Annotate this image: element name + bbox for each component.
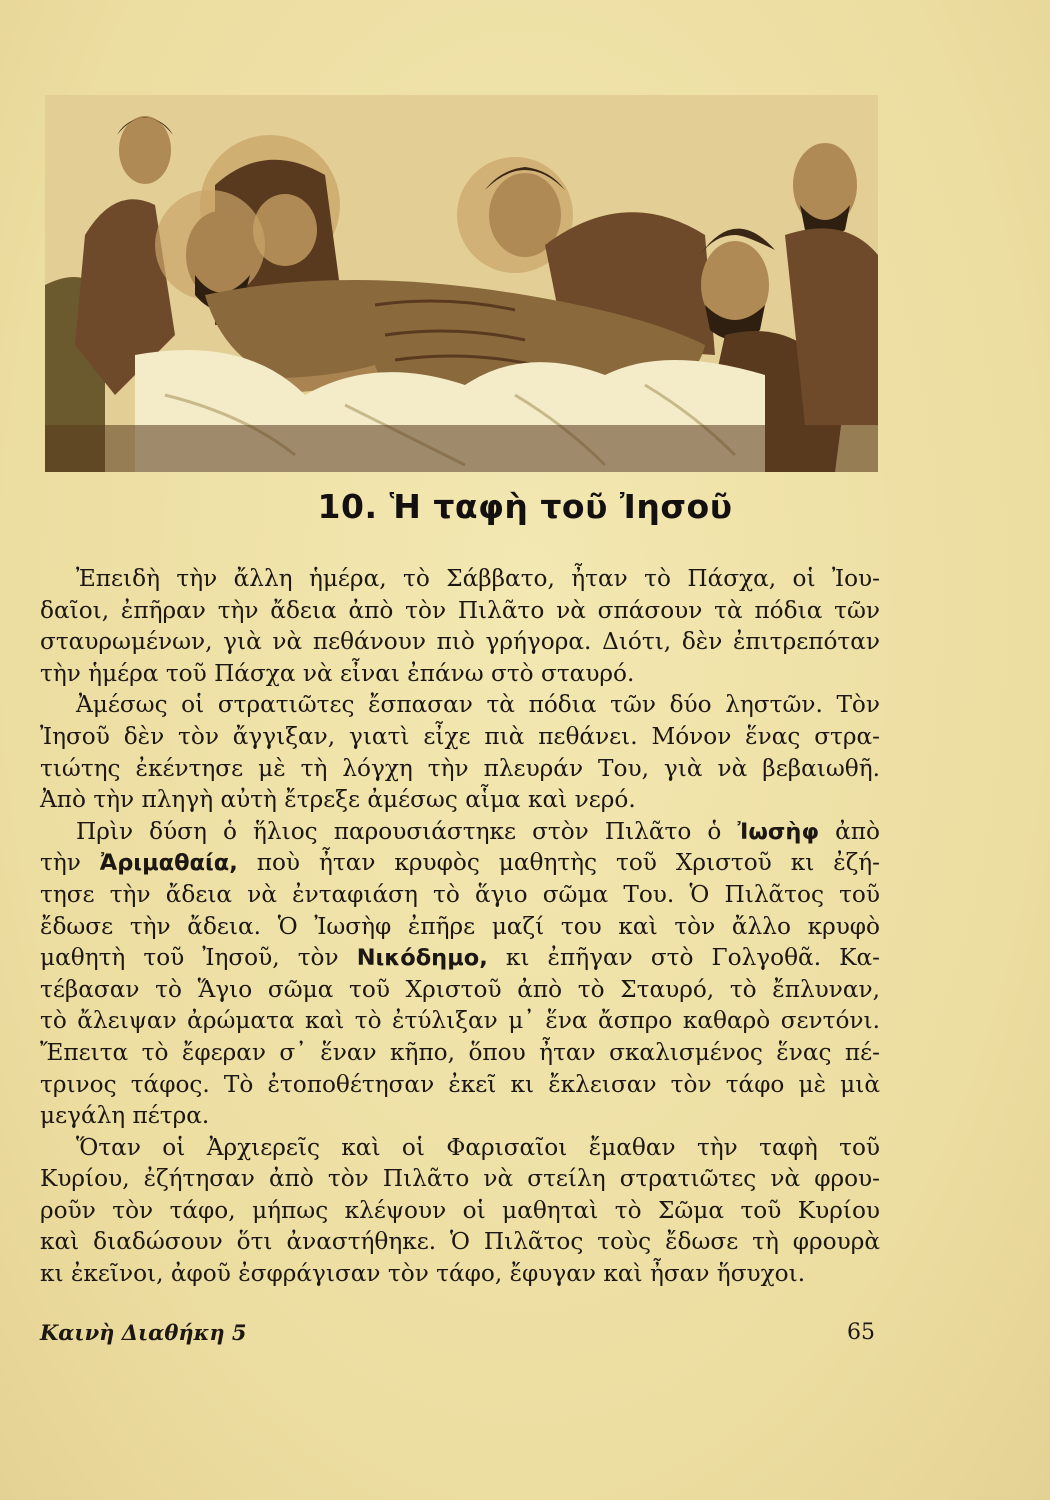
text-line: τρινος τάφος. Τὸ ἐτοποθέτησαν ἐκεῖ κι ἔκλεισαν τὸν τάφο μὲ μιὰ [40, 1070, 880, 1098]
text-line: Ὅταν οἱ Ἀρχιερεῖς καὶ οἱ Φαρισαῖοι ἔμαθαν τὴν ταφὴ τοῦ [76, 1133, 880, 1161]
text-line: δαῖοι, ἐπῆραν τὴν ἄδεια ἀπὸ τὸν Πιλᾶτο νὰ σπάσουν τὰ πόδια τῶν [40, 596, 880, 624]
chapter-title: 10. Ἡ ταφὴ τοῦ Ἰησοῦ [317, 487, 733, 526]
page-number: 65 [847, 1320, 875, 1345]
text-line: Ἀπὸ τὴν πληγὴ αὐτὴ ἔτρεξε ἀμέσως αἷμα καὶ νερό. [40, 786, 636, 814]
text-line [40, 942, 880, 974]
text-line: ἔδωσε τὴν ἄδεια. Ὁ Ἰωσὴφ ἐπῆρε μαζί του καὶ τὸν ἄλλο κρυφὸ [40, 912, 880, 940]
text-line: Ἔπειτα τὸ ἔφεραν σ᾽ ἕναν κῆπο, ὅπου ἦταν σκαλισμένος ἕνας πέ- [40, 1038, 880, 1066]
name-arimathea: Ἀριμαθαία, [99, 850, 238, 877]
text-line: Ἰησοῦ δὲν τὸν ἄγγιξαν, γιατὶ εἶχε πιὰ πεθάνει. Μόνον ἕνας στρα- [40, 722, 880, 750]
text-line [40, 847, 880, 879]
chapter-body [40, 563, 880, 1290]
text-line: τιώτης ἐκέντησε μὲ τὴ λόγχη τὴν πλευράν Του, γιὰ νὰ βεβαιωθῆ. [40, 754, 880, 782]
paragraph-2 [40, 689, 880, 815]
text-line [40, 816, 880, 848]
figure-left-head [119, 116, 171, 184]
text-segment: Πρὶν δύση ὁ ἥλιος παρουσιάστηκε στὸν Πιλᾶτο ὁ [76, 817, 738, 845]
paragraph-3 [40, 816, 880, 1132]
paragraph-4 [40, 1132, 880, 1290]
book-title: Καινὴ Διαθήκη 5 [40, 1320, 247, 1345]
text-line: Ἀμέσως οἱ στρατιῶτες ἔσπασαν τὰ πόδια τῶν δύο ληστῶν. Τὸν [76, 691, 880, 719]
paragraph-1 [40, 563, 880, 689]
text-line: τὴν ἡμέρα τοῦ Πάσχα νὰ εἶναι ἐπάνω στὸ σταυρό. [40, 659, 635, 687]
text-segment: ποὺ ἦταν κρυφὸς μαθητὴς τοῦ Χριστοῦ κι ἐζή- [237, 849, 881, 877]
text-line: Ἐπειδὴ τὴν ἄλλη ἡμέρα, τὸ Σάββατο, ἦταν τὸ Πάσχα, οἱ Ἰου- [76, 565, 880, 592]
text-line: τέβασαν τὸ Ἅγιο σῶμα τοῦ Χριστοῦ ἀπὸ τὸ Σταυρό, τὸ ἔπλυναν, [40, 975, 880, 1003]
name-joseph: Ἰωσὴφ [737, 818, 820, 845]
text-segment: κι ἐπῆγαν στὸ Γολγοθᾶ. Κα- [487, 944, 881, 972]
page-footer [40, 1320, 875, 1350]
text-segment: μαθητὴ τοῦ Ἰησοῦ, τὸν [40, 944, 357, 972]
text-line: Κυρίου, ἐζήτησαν ἀπὸ τὸν Πιλᾶτο νὰ στείλη στρατιῶτες νὰ φρου- [40, 1165, 880, 1193]
text-line: κι ἐκεῖνοι, ἀφοῦ ἐσφράγισαν τὸν τάφο, ἔφυγαν καὶ ἦσαν ἥσυχοι. [40, 1260, 806, 1288]
text-segment: τὴν [40, 849, 100, 877]
text-line: τὸ ἄλειψαν ἀρώματα καὶ τὸ ἐτύλιξαν μ᾽ ἕνα ἄσπρο καθαρὸ σεντόνι. [40, 1007, 880, 1035]
name-nicodemus: Νικόδημο, [356, 945, 488, 972]
text-line: τησε τὴν ἄδεια νὰ ἐνταφιάση τὸ ἅγιο σῶμα Του. Ὁ Πιλᾶτος τοῦ [40, 880, 880, 908]
text-line: καὶ διαδώσουν ὅτι ἀναστήθηκε. Ὁ Πιλᾶτος τοὺς ἔδωσε τὴ φρουρὰ [40, 1228, 880, 1256]
entombment-illustration [45, 95, 878, 472]
text-segment: ἀπὸ [819, 817, 880, 845]
text-line: σταυρωμένων, γιὰ νὰ πεθάνουν πιὸ γρήγορα. Διότι, δὲν ἐπιτρεπόταν [40, 628, 880, 656]
text-line: ροῦν τὸν τάφο, μήπως κλέψουν οἱ μαθηταὶ τὸ Σῶμα τοῦ Κυρίου [40, 1196, 880, 1224]
text-line: μεγάλη πέτρα. [40, 1102, 210, 1130]
